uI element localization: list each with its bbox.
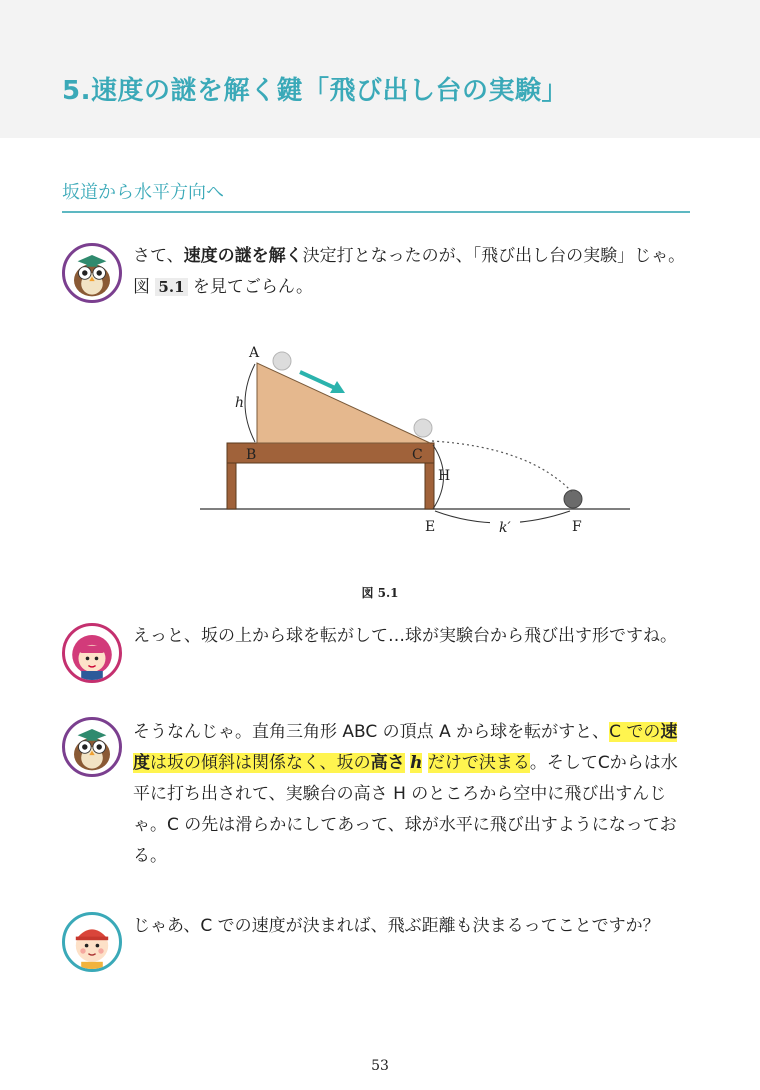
label-b: B <box>246 447 257 463</box>
highlighted-text: C での <box>609 722 661 742</box>
dialogue-professor-2 <box>133 717 693 872</box>
figure-caption: 図 5.1 <box>361 586 399 600</box>
figure-5-1 <box>190 335 650 550</box>
dialogue-text: そうなんじゃ。直角三角形 ABC の頂点 A から球を転がすと、 <box>133 722 610 742</box>
section-heading: 坂道から水平方向へ <box>62 182 224 203</box>
owl-professor-icon <box>62 243 122 303</box>
page-number: 53 <box>371 1058 389 1074</box>
dialogue-text: そしてCからは水平に打ち出されて、実験台の高さ H のところから空中に飛び出すんじゃ。C の先は滑らかにしてあって、球が水平に飛び出すようになっておる。 <box>133 753 678 866</box>
table-leg-left <box>227 463 236 509</box>
section-divider <box>62 211 690 213</box>
highlighted-text: は坂の傾斜は関係なく、坂の <box>150 753 371 773</box>
label-a: A <box>249 345 260 361</box>
dialogue-text: えっと、坂の上から球を転がして…球が実験台から飛び出す形ですね。 <box>133 626 677 646</box>
trajectory-dotted <box>432 441 573 493</box>
boy-student-icon <box>62 912 122 972</box>
label-capital-h: H <box>438 468 451 484</box>
girl-student-icon <box>62 623 122 683</box>
ramp-triangle <box>257 363 430 443</box>
height-h-curve <box>245 364 255 442</box>
header-band <box>0 0 760 138</box>
label-e: E <box>425 519 436 535</box>
label-k: k′ <box>499 520 511 536</box>
label-c: C <box>412 447 423 463</box>
highlighted-variable-h: h <box>410 753 423 773</box>
ball-at-f <box>564 490 582 508</box>
ball-at-a <box>273 352 291 370</box>
highlighted-text: だけで決まる <box>427 753 530 773</box>
dialogue-text: 決定打となったのが、「飛び出し台の実験」じゃ。図 <box>133 246 686 297</box>
ball-at-c <box>414 419 432 437</box>
dialogue-text: さて、 <box>133 246 184 266</box>
table-leg-right <box>425 463 434 509</box>
dialogue-text: じゃあ、C での速度が決まれば、飛ぶ距離も決まるってことですか？ <box>133 916 660 936</box>
dialogue-boy <box>133 911 693 942</box>
dialogue-emphasis: 速度の謎を解く <box>183 246 303 266</box>
figure-reference: 5.1 <box>155 278 187 296</box>
chapter-title: 5.速度の謎を解く鍵「飛び出し台の実験」 <box>62 76 568 106</box>
label-h: h <box>235 395 245 411</box>
owl-professor-icon <box>62 717 122 777</box>
dialogue-text: 。 <box>529 753 547 773</box>
dialogue-girl <box>133 621 693 652</box>
dialogue-text: を見てごらん。 <box>187 277 313 297</box>
label-f: F <box>572 519 582 535</box>
table-top <box>227 443 434 463</box>
highlighted-emphasis: 速度 <box>133 722 678 773</box>
highlighted-emphasis: 高さ <box>370 753 405 773</box>
dialogue-professor-1 <box>133 241 693 303</box>
